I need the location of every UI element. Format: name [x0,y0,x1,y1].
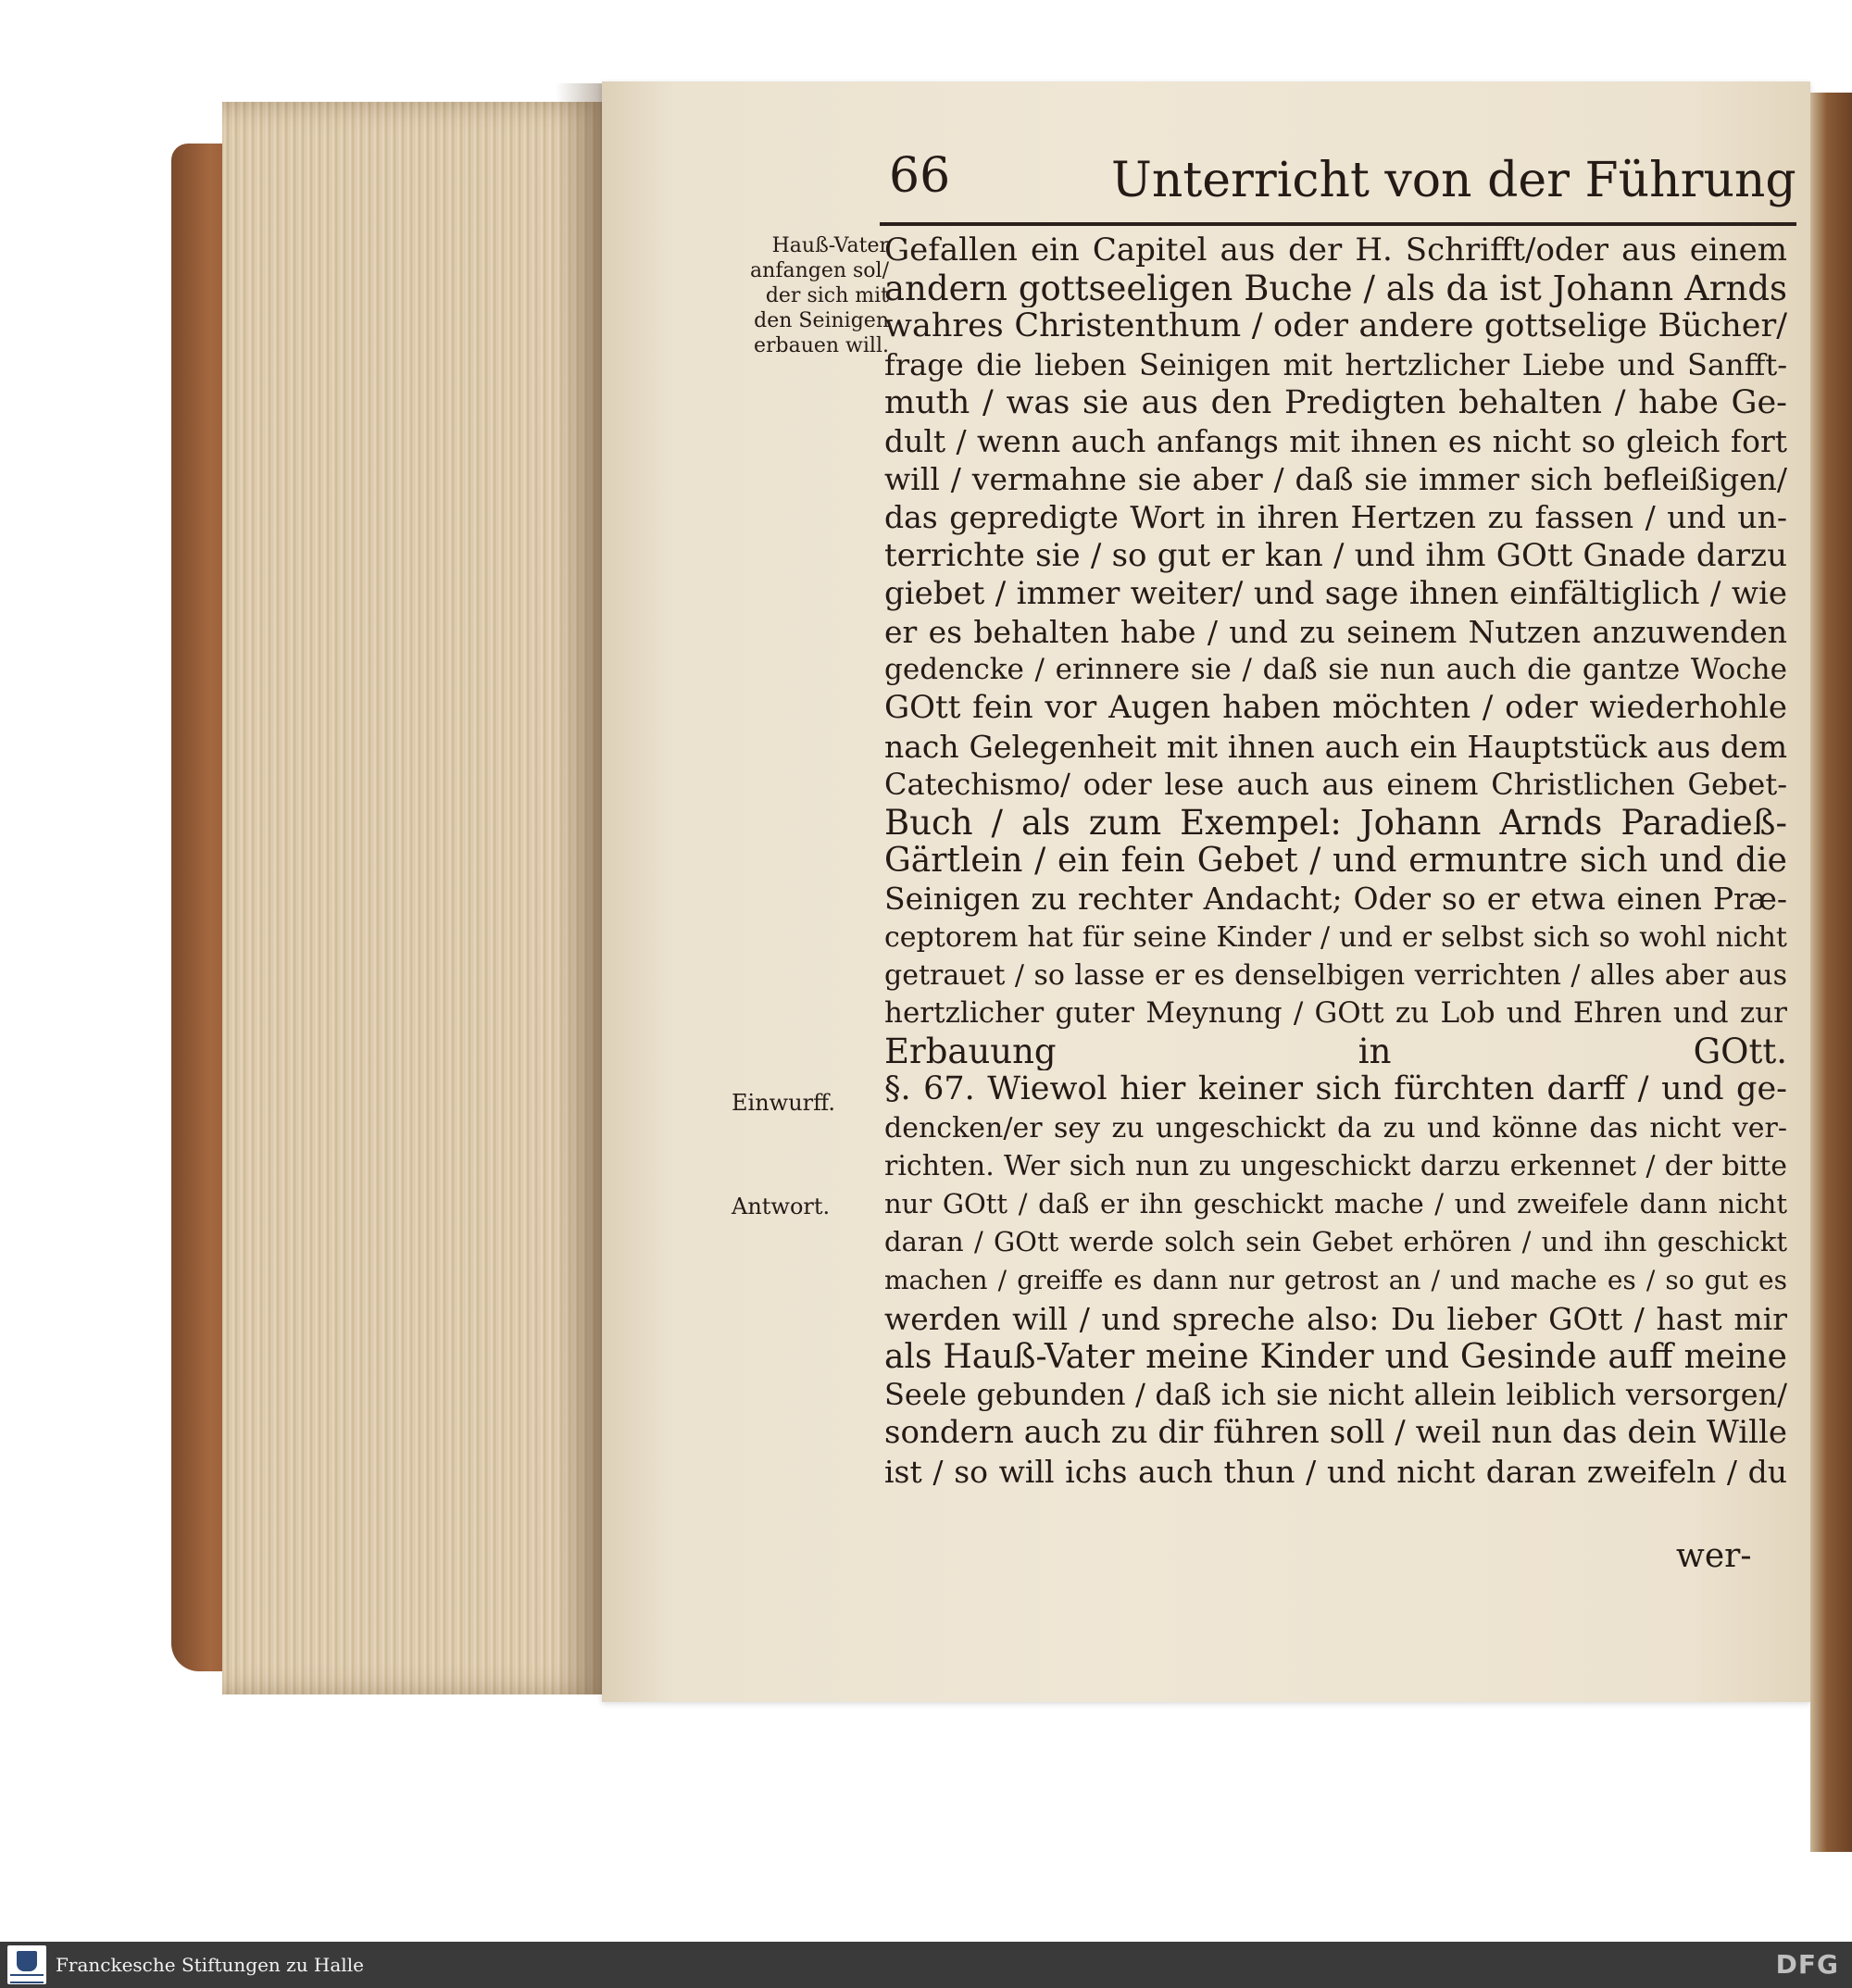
text-line: andern gottseeligen Buche / als da ist Johann Arnds [884,269,1787,308]
text-line: Seinigen zu rechter Andacht; Oder so er etwa einen Præ- [884,881,1787,918]
text-line: gedencke / erinnere sie / daß sie nun auch die gantze Woche [884,653,1787,687]
dfg-badge[interactable]: DFG [1775,1949,1839,1980]
page-number: 66 [889,148,951,204]
text-line: GOtt fein vor Augen haben möchten / oder wiederhohle [884,689,1787,727]
margin-note-line: anfangen sol/ [750,259,889,282]
text-line: als Hauß-Vater meine Kinder und Gesinde auff meine [884,1337,1787,1376]
text-line: machen / greiffe es dann nur getrost an / und mache es / so gut es [884,1265,1787,1296]
margin-note-line: der sich mit [765,284,889,307]
text-line: will / vermahne sie aber / daß sie immer sich befleißigen/ [884,461,1787,498]
facing-page-edge [1810,93,1852,1852]
margin-note-line: erbauen will. [753,334,889,357]
running-title: Unterricht von der Führung [1111,153,1796,208]
text-line: muth / was sie aus den Predigten behalten / habe Ge- [884,383,1787,421]
text-line: wahres Christenthum / oder andere gottselige Bücher/ [884,307,1787,345]
building-icon [17,1951,37,1971]
text-line: Seele gebunden / daß ich sie nicht allein leiblich versorgen/ [884,1377,1787,1413]
text-line: sondern auch zu dir führen soll / weil nun das dein Wille [884,1414,1787,1452]
catchword: wer- [1676,1537,1752,1575]
text-line: Gefallen ein Capitel aus der H. Schrifft/oder aus einem [884,231,1787,269]
text-line: Erbauung in GOtt. [884,1032,1787,1071]
text-line: Buch / als zum Exempel: Johann Arnds Paradieß- [884,804,1787,843]
text-line: dult / wenn auch anfangs mit ihnen es nicht so gleich fort [884,423,1787,460]
institution-name: Franckesche Stiftungen zu Halle [56,1954,364,1976]
text-line: dencken/er sey zu ungeschickt da zu und könne das nicht ver- [884,1111,1787,1144]
text-line: nur GOtt / daß er ihn geschickt mache / und zweifele dann nicht [884,1188,1787,1220]
text-line: Catechismo/ oder lese auch aus einem Christlichen Gebet- [884,766,1787,802]
text-line: ist / so will ichs auch thun / und nicht daran zweifeln / du [884,1453,1787,1490]
text-line: hertzlicher guter Meynung / GOtt zu Lob und Ehren und zur [884,996,1787,1031]
text-line: daran / GOtt werde solch sein Gebet erhören / und ihn geschickt [884,1226,1787,1258]
margin-note-antwort: Antwort. [732,1194,831,1219]
margin-note-line: den Seinigen [754,309,889,332]
text-line: das gepredigte Wort in ihren Hertzen zu fassen / und un- [884,499,1787,536]
logo-wordmark [10,1974,44,1983]
margin-note-hausvater [718,233,889,358]
body-text [884,231,1787,1491]
text-line: terrichte sie / so gut er kan / und ihm GOtt Gnade darzu [884,536,1787,574]
header-rule [880,222,1796,226]
institution-logo[interactable] [7,1945,46,1984]
margin-note-line: Hauß-Vater [771,234,889,257]
text-line: nach Gelegenheit mit ihnen auch ein Hauptstück aus dem [884,728,1787,765]
text-line: Gärtlein / ein fein Gebet / und ermuntre sich und die [884,842,1787,881]
text-line: §. 67. Wiewol hier keiner sich fürchten darff / und ge- [884,1070,1787,1108]
text-line: ceptorem hat für seine Kinder / und er selbst sich so wohl nicht [884,920,1787,954]
text-line: er es behalten habe / und zu seinem Nutzen anzuwenden [884,614,1787,651]
text-line: werden will / und spreche also: Du lieber GOtt / hast mir [884,1300,1787,1337]
margin-note-einwurff: Einwurff. [732,1090,835,1116]
text-line: getrauet / so lasse er es denselbigen verrichten / alles aber aus [884,958,1787,992]
text-line: frage die lieben Seinigen mit hertzlicher Liebe und Sanfft- [884,346,1787,382]
footer-bar [0,1942,1852,1988]
page-block-edge [222,102,611,1694]
text-line: giebet / immer weiter/ und sage ihnen einfältiglich / wie [884,574,1787,612]
text-line: richten. Wer sich nun zu ungeschickt darzu erkennet / der bitte [884,1149,1787,1182]
